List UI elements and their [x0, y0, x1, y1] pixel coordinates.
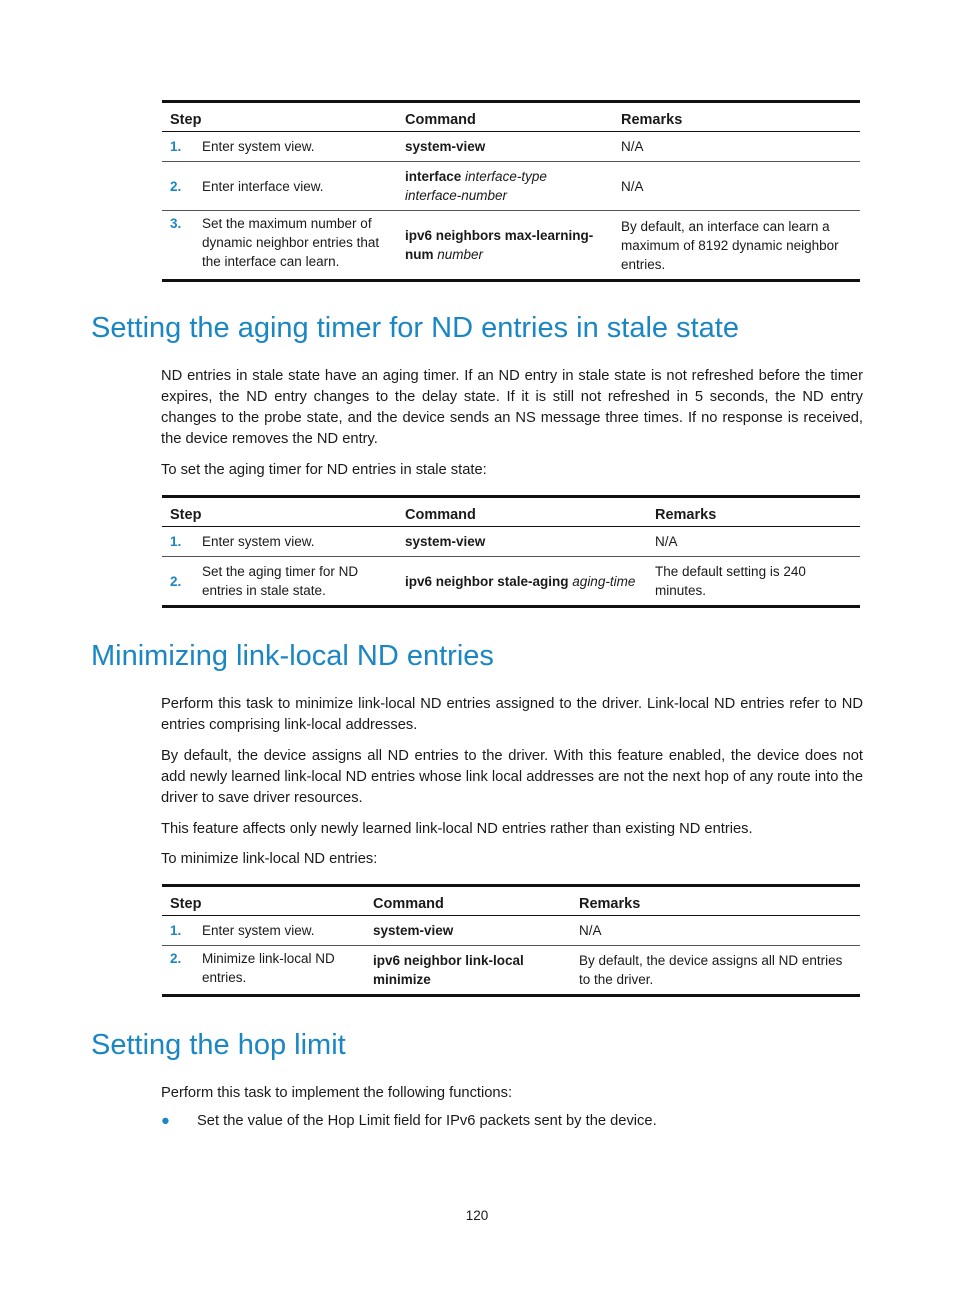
remarks-cell: N/A [621, 139, 644, 154]
step-text: Minimize link-local ND entries. [202, 951, 335, 985]
step-text: Enter system view. [202, 534, 315, 549]
table-row [162, 915, 860, 945]
command-cell [397, 557, 647, 605]
table-header-row [162, 498, 860, 527]
step-cell [162, 211, 397, 279]
paragraph: Perform this task to minimize link-local ND entries assigned to the driver. Link-local ND entries refer to ND entries comprising link-local addresses. [161, 696, 863, 733]
step-cell [162, 946, 365, 994]
remarks-cell: N/A [655, 534, 678, 549]
remarks-cell: N/A [621, 178, 644, 194]
step-text: Enter system view. [202, 923, 315, 938]
table-row [162, 526, 860, 556]
command-argument: interface-type interface-number [405, 169, 547, 203]
step-text: Set the maximum number of dynamic neighbor entries that the interface can learn. [202, 216, 380, 269]
paragraph: Perform this task to implement the following functions: [161, 1085, 513, 1101]
step-number: 1. [170, 139, 182, 154]
command-cell [365, 916, 571, 945]
command-keyword: interface [405, 169, 462, 184]
remarks-cell: By default, an interface can learn a maximum of 8192 dynamic neighbor entries. [621, 218, 839, 272]
remarks-cell: The default setting is 240 minutes. [655, 564, 806, 598]
table-max-learning [162, 100, 860, 282]
command-cell [397, 162, 613, 210]
header-command: Command [405, 507, 476, 523]
header-step: Step [170, 112, 202, 128]
header-command: Command [373, 896, 444, 912]
step-number: 1. [170, 534, 182, 549]
table-row [162, 131, 860, 161]
paragraph: By default, the device assigns all ND entries to the driver. With this feature enabled, the device does not add newly learned link-local ND entries whose link local addresses are not the next hop of any route into the driver to save driver resources. [161, 748, 863, 806]
table-link-local [162, 884, 860, 997]
step-text: Set the aging timer for ND entries in stale state. [202, 564, 359, 598]
remarks-cell: N/A [579, 923, 602, 938]
step-cell [162, 557, 397, 605]
step-number: 2. [170, 951, 182, 966]
paragraph: ND entries in stale state have an aging timer. If an ND entry in stale state is not refreshed before the timer expires, the ND entry changes to the delay state. If it is still not refreshed in 5 seconds, the ND entry changes to the probe state, and the device sends an NS message three times. If no response is received, the device removes the ND entry. [161, 368, 863, 447]
paragraph: To set the aging timer for ND entries in stale state: [161, 462, 487, 478]
step-cell [162, 162, 397, 210]
step-number: 1. [170, 923, 182, 938]
command-argument: aging-time [572, 573, 636, 589]
command-cell [365, 946, 571, 994]
command-keyword: ipv6 neighbors max-learning-num [405, 228, 594, 262]
command-cell [397, 211, 613, 279]
remarks-cell: By default, the device assigns all ND entries to the driver. [579, 953, 843, 987]
bullet-dot-icon: ● [161, 1113, 170, 1129]
table-stale-aging [162, 495, 860, 608]
bullet-text: Set the value of the Hop Limit field for IPv6 packets sent by the device. [197, 1113, 657, 1129]
step-cell [162, 916, 365, 945]
table-header-row [162, 887, 860, 916]
command-keyword: ipv6 neighbor stale-aging [405, 573, 569, 589]
command-keyword: ipv6 neighbor link-local minimize [373, 953, 524, 987]
step-text: Enter interface view. [202, 178, 324, 194]
step-number: 2. [170, 178, 182, 194]
header-step: Step [170, 896, 202, 912]
table-row [162, 161, 860, 210]
section-title-hop-limit: Setting the hop limit [91, 1029, 346, 1061]
table-header-row [162, 103, 860, 132]
step-number: 2. [170, 573, 182, 589]
step-number: 3. [170, 216, 182, 231]
header-remarks: Remarks [655, 507, 717, 523]
header-remarks: Remarks [579, 896, 641, 912]
paragraph: This feature affects only newly learned link-local ND entries rather than existing ND entries. [161, 821, 753, 837]
header-command: Command [405, 112, 476, 128]
table-row [162, 210, 860, 279]
header-step: Step [170, 507, 202, 523]
command-cell [397, 132, 613, 161]
step-cell [162, 132, 397, 161]
step-text: Enter system view. [202, 139, 315, 154]
command-keyword: system-view [373, 923, 454, 938]
command-keyword: system-view [405, 534, 486, 549]
table-row [162, 945, 860, 994]
page-number: 120 [465, 1208, 489, 1223]
paragraph: To minimize link-local ND entries: [161, 851, 378, 867]
section-title-aging-timer: Setting the aging timer for ND entries in stale state [91, 312, 739, 344]
header-remarks: Remarks [621, 112, 683, 128]
command-argument: number [437, 247, 484, 262]
command-cell [397, 527, 647, 556]
table-row [162, 556, 860, 605]
step-cell [162, 527, 397, 556]
section-title-link-local: Minimizing link-local ND entries [91, 640, 494, 672]
command-keyword: system-view [405, 139, 486, 154]
